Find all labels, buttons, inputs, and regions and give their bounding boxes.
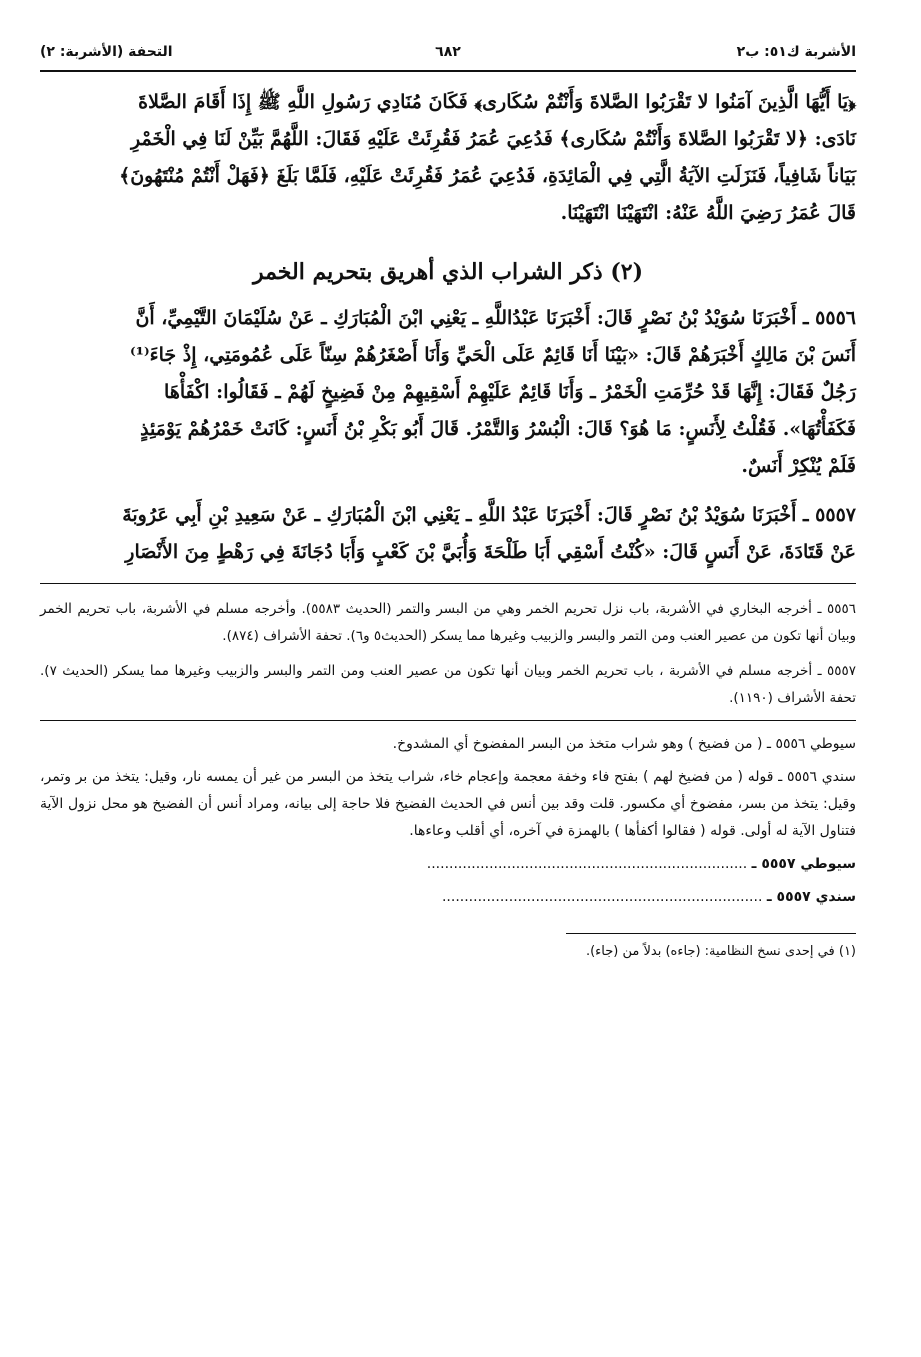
suyuti-5556: سيوطي ٥٥٥٦ ـ ( من فضيخ ) وهو شراب متخذ من البسر المفضوخ أي المشدوخ. [392,736,856,752]
dotted-leader: ........................................................................ [426,856,748,872]
divider [40,720,856,721]
text-line: ٥٥٥٧ ـ أَخْبَرَنَا سُوَيْدُ بْنُ نَصْرٍ قَالَ: أَخْبَرَنَا عَبْدُ اللَّهِ ـ يَعْنِي ابْنَ الْمُبَارَكِ ـ عَنْ سَعِيدِ بْنِ أَبِي عَرُوبَةَ [122,504,856,526]
text-line: قَالَ عُمَرُ رَضِيَ اللَّهُ عَنْهُ: انْتَهَيْنَا انْتَهَيْنَا. [560,202,856,224]
page-number: ٦٨٢ [435,44,461,60]
main-text [40,84,856,232]
text-line: ٥٥٥٦ ـ أَخْبَرَنَا سُوَيْدُ بْنُ نَصْرٍ قَالَ: أَخْبَرَنَا عَبْدُاللَّهِ ـ يَعْنِي ابْنَ الْمُبَارَكِ ـ عَنْ سُلَيْمَانَ التَّيْمِيِّ، أَنَّ [135,307,856,329]
chapter-reference: الأشربة ك٥١: ب٢ [736,44,856,60]
note-5556: ٥٥٥٦ ـ أخرجه البخاري في الأشربة، باب نزل تحريم الخمر وهي من البسر والتمر (الحديث ٥٥٨٣). وأخرجه مسلم في الأشربة، باب تحريم الخمر وبيان أنها تكون من عصير العنب ومن التمر والبسر والزبيب وغيرها مما يسكر (الحديث٥ و٦). تحفة الأشراف (٨٧٤). [40,601,856,644]
text-line: رَجُلٌ فَقَالَ: إِنَّهَا قَدْ حُرِّمَتِ الْخَمْرُ ـ وَأَنَا قَائِمٌ عَلَيْهِمْ أَسْقِيهِمْ مِنْ فَضِيخٍ لَهُمْ ـ فَقَالُوا: اكْفَأْهَا [164,381,856,403]
text-line: أَنَسَ بْنَ مَالِكٍ أَخْبَرَهُمْ قَالَ: «بَيْنَا أَنَا قَائِمٌ عَلَى الْحَيِّ وَأَنَا أَصْغَرُهُمْ سِنّاً عَلَى عُمُومَتِي، إِذْ جَاءَ⁽¹⁾ [130,344,856,366]
commentary [40,731,856,911]
note-5557: ٥٥٥٧ ـ أخرجه مسلم في الأشربة ، باب تحريم الخمر وبيان أنها تكون من عصير العنب ومن التمر والبسر والزبيب وغيرها مما يسكر (الحديث ٧). تحفة الأشراف (١١٩٠). [40,663,856,706]
text-line: فَكَفَأْتُهَا». فَقُلْتُ لِأَنَسٍ: مَا هُوَ؟ قَالَ: الْبُسْرُ وَالتَّمْرُ. قَالَ أَبُو بَكْرِ بْنُ أَنَسٍ: كَانَتْ خَمْرُهُمْ يَوْمَئِذٍ [140,418,856,440]
divider [40,583,856,584]
sindi-5557 [40,884,856,911]
sindi-5557-label: سندي ٥٥٥٧ ـ [766,889,856,905]
sindi-5556: سندي ٥٥٥٦ ـ قوله ( من فضيخ لهم ) بفتح فاء وخفة معجمة وإعجام خاء، شراب يتخذ من البسر من غير أن يمسه نار، وقيل: يتخذ من بر وتمر، وقيل: يتخذ من بسر، مفضوخ أي مكسور. قلت وقد بين أنس في الحديث الفضيخ فلا حاجة إلى بيانه، ومراد أنس أن الفضيخ هو محل نزول الآية فتناول الآية له أولى. قوله ( فقالوا أكفأها ) بالهمزة في آخره، أي أقلب وعاءها. [40,769,856,839]
suyuti-5557-label: سيوطي ٥٥٥٧ ـ [751,856,856,872]
hadith-5557 [40,497,856,571]
tuhfa-reference: التحفة (الأشربة: ٢) [40,44,173,60]
section-title: (٢) ذكر الشراب الذي أهريق بتحريم الخمر [252,259,644,285]
dotted-leader: ........................................................................ [441,889,763,905]
text-line: ﴿يَا أَيُّهَا الَّذِينَ آمَنُوا لا تَقْرَبُوا الصَّلاةَ وَأَنْتُمْ سُكَارى﴾ فَكَانَ مُنَادِي رَسُولِ اللَّهِ ﷺ إِذَا أَقَامَ الصَّلاةَ [138,91,856,113]
footnote-1: (١) في إحدى نسخ النظامية: (جاءه) بدلاً من (جاء). [585,944,856,959]
footnote-divider [566,933,856,934]
text-line: نَادَى: ﴿لا تَقْرَبُوا الصَّلاةَ وَأَنْتُمْ سُكَارى﴾ فَدُعِيَ عُمَرُ فَقُرِئَتْ عَلَيْهِ فَقَالَ: اللَّهُمَّ بَيِّنْ لَنَا فِي الْخَمْرِ [131,128,856,150]
text-line: عَنْ قَتَادَةَ، عَنْ أَنَسٍ قَالَ: «كُنْتُ أَسْقِي أَبَا طَلْحَةَ وَأُبَيَّ بْنَ كَعْبٍ وَأَبَا دُجَانَةَ فِي رَهْطٍ مِنَ الأَنْصَارِ [125,541,856,563]
text-line: فَلَمْ يُنْكِرْ أَنَسٌ. [741,455,856,477]
takhrij-notes [40,596,856,712]
hadith-5556 [40,300,856,485]
page-header [40,40,856,72]
section-2 [40,252,856,571]
book-page [40,40,856,1340]
suyuti-5557 [40,851,856,878]
footnote [40,944,856,959]
text-line: بَيَاناً شَافِياً، فَنَزَلَتِ الآيَةُ الَّتِي فِي الْمَائِدَةِ، فَدُعِيَ عُمَرُ فَقُرِئَتْ عَلَيْهِ، فَلَمَّا بَلَغَ ﴿فَهَلْ أَنْتُمْ مُنْتَهُونَ﴾ [119,165,856,187]
